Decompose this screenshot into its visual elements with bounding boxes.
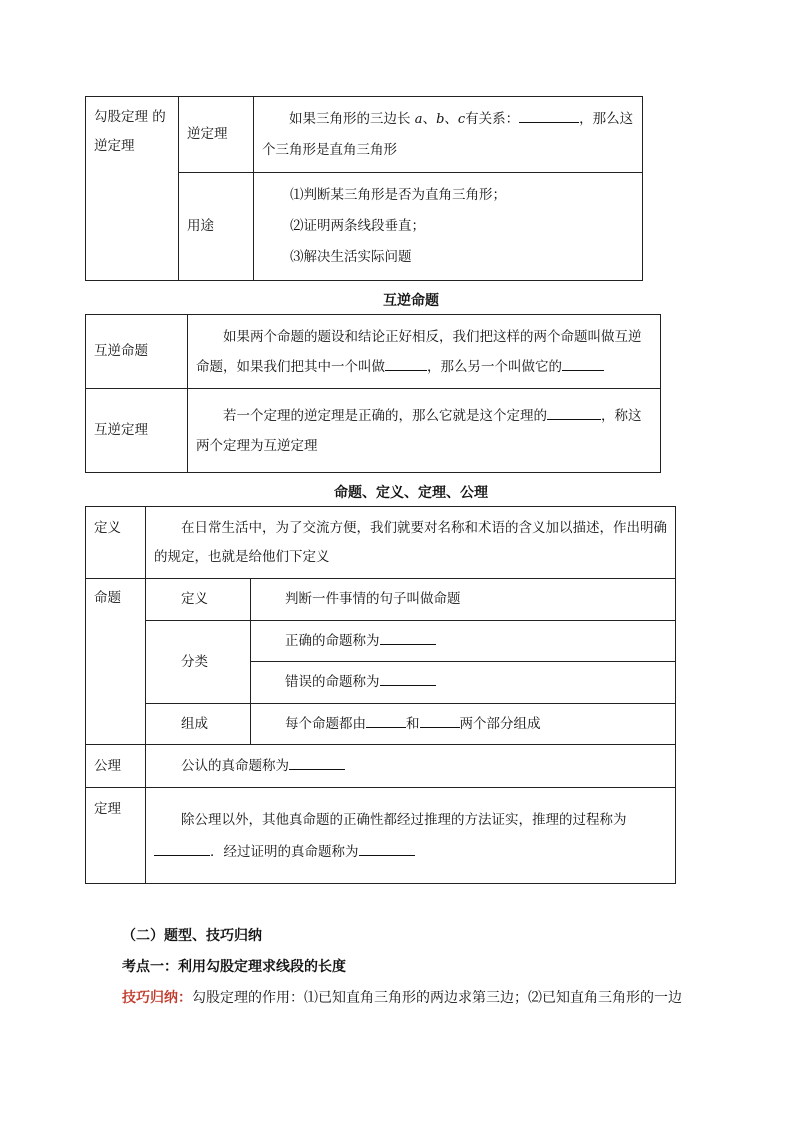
def-label-cell — [86, 507, 146, 579]
var-b: b — [436, 112, 445, 127]
blank — [380, 671, 436, 686]
var-c: c — [457, 112, 466, 127]
prop-def-label-cell — [146, 579, 251, 621]
class-false-cell — [251, 662, 676, 704]
row1-text-cell — [188, 315, 661, 389]
row2-label-cell — [86, 389, 188, 473]
comp-text-a: 每个命题都由 — [285, 715, 366, 732]
thm-text-b: ．经过证明的真命题称为 — [210, 843, 359, 860]
axiom-text: 公认的真命题称为 — [181, 757, 289, 774]
row2-label: 互逆定理 — [94, 422, 148, 438]
prop-def-label: 定义 — [181, 591, 208, 607]
blank — [385, 356, 427, 371]
uses-cell — [254, 173, 643, 281]
blank — [380, 630, 436, 645]
section-title-converse-props: 互逆命题 — [383, 293, 439, 309]
class-false-text: 错误的命题称为 — [285, 674, 380, 690]
section-heading-2: （二）题型、技巧归纳 — [122, 928, 262, 944]
def-label: 定义 — [94, 520, 121, 536]
var-a: a — [414, 112, 423, 127]
use-label: 用途 — [187, 218, 214, 234]
converse-props-table — [85, 314, 661, 473]
thm-text-a: 除公理以外，其他真命题的正确性都经过推理的方法证实，推理的过程称为 — [181, 811, 627, 828]
prop-label-cell — [86, 579, 146, 745]
prop-label: 命题 — [94, 590, 121, 606]
row2-text-a: 若一个定理的逆定理是正确的，那么它就是这个定理的 — [223, 407, 547, 424]
row2-text-cell — [188, 389, 661, 473]
axiom-text-cell — [146, 745, 676, 788]
exam-point-1: 考点一：利用勾股定理求线段的长度 — [122, 959, 346, 975]
thm-label-cell — [86, 788, 146, 884]
row1-label-cell — [86, 315, 188, 389]
tip-label: 技巧归纳： — [122, 990, 192, 1006]
converse-theorem-table — [85, 96, 643, 281]
use-item: ⑵证明两条线段垂直； — [290, 218, 425, 234]
def-text: 在日常生活中，为了交流方便，我们就要对名称和术语的含义加以描述，作出明确的规定，也就是给他们下定义 — [154, 519, 667, 565]
row1-text-a: 如果两个命题的题设和结论正好相反，我们把这样的两个命题叫做互逆命题，如果我们把其中一个叫做 — [196, 328, 642, 375]
comp-text-b: 和 — [406, 715, 420, 732]
converse-text-cell — [254, 97, 643, 173]
section-title-definitions: 命题、定义、定理、公理 — [334, 485, 488, 501]
comp-text-c: 两个部分组成 — [459, 715, 541, 732]
comp-label-cell — [146, 704, 251, 745]
comp-text-cell — [251, 704, 676, 745]
row1-text-b: ，那么另一个叫做它的 — [427, 358, 562, 375]
blank — [562, 356, 604, 371]
row2-text-b: ，称这两个定理为互逆定理 — [196, 407, 642, 454]
use-item: ⑴判断某三角形是否为直角三角形； — [290, 187, 506, 203]
blank — [420, 713, 460, 728]
blank — [547, 405, 601, 420]
tip-text: 勾股定理的作用：⑴已知直角三角形的两边求第三边；⑵已知直角三角形的一边 — [192, 990, 682, 1006]
blank — [366, 713, 406, 728]
blank — [519, 108, 579, 123]
use-item: ⑶解决生活实际问题 — [290, 249, 412, 265]
converse-text-b: 有关系： — [465, 111, 520, 127]
converse-text-c: ，那么这个三角形是直角三角形 — [262, 111, 634, 158]
thm-label: 定理 — [94, 801, 121, 817]
converse-label-cell — [179, 97, 254, 173]
class-label: 分类 — [181, 653, 208, 670]
comp-label: 组成 — [181, 715, 208, 732]
converse-label: 逆定理 — [187, 126, 228, 142]
sep-2: 、 — [444, 111, 458, 127]
class-label-cell — [146, 621, 251, 704]
blank — [289, 755, 345, 770]
prop-def-text-cell — [251, 579, 676, 621]
class-true-text: 正确的命题称为 — [285, 632, 380, 649]
tip-line — [122, 987, 682, 1007]
axiom-label: 公理 — [94, 757, 121, 774]
row1-label: 互逆命题 — [94, 343, 148, 359]
theorem-label-cell — [86, 97, 179, 281]
blank — [154, 841, 210, 856]
theorem-label: 勾股定理 的逆定理 — [94, 109, 166, 154]
sep-1: 、 — [422, 111, 437, 127]
prop-def-text: 判断一件事情的句子叫做命题 — [285, 591, 461, 607]
blank — [359, 841, 415, 856]
axiom-label-cell — [86, 745, 146, 788]
class-true-cell — [251, 621, 676, 662]
def-text-cell — [146, 507, 676, 579]
definitions-table — [85, 506, 676, 884]
use-label-cell — [179, 173, 254, 281]
thm-text-cell — [146, 788, 676, 884]
converse-text-a: 如果三角形的三边长 — [289, 111, 411, 127]
